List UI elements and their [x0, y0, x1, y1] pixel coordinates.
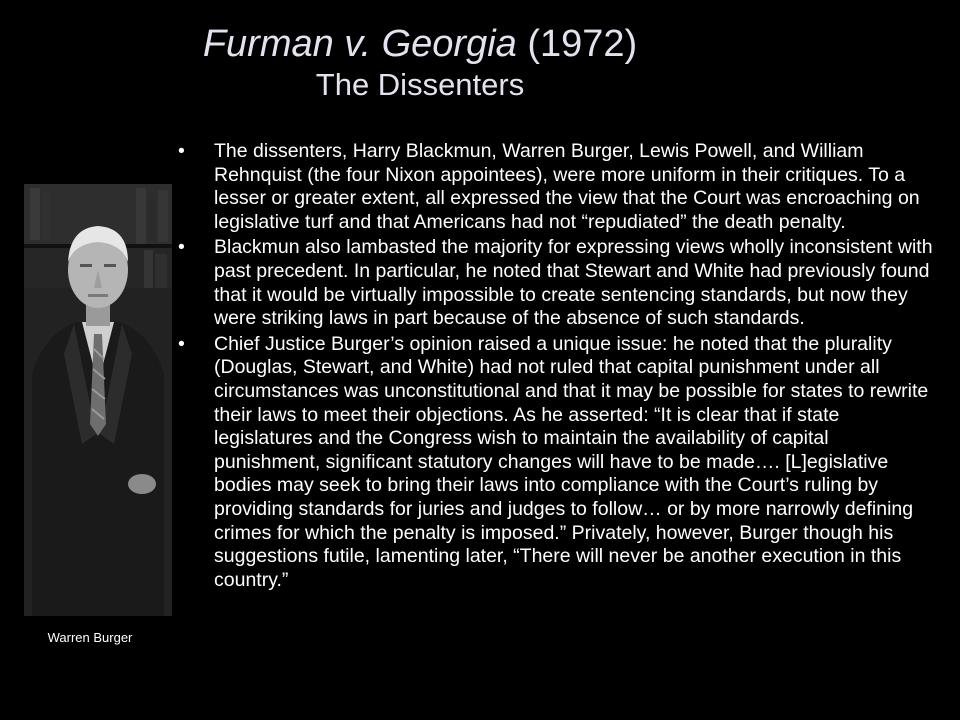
- bullet-marker: •: [178, 332, 185, 355]
- title-main: [0, 22, 840, 66]
- bullet-text: The dissenters, Harry Blackmun, Warren Burger, Lewis Powell, and William Rehnquist (the four Nixon appointees), were more uniform in their critiques. To a lesser or greater extent, all expressed the view that the Court was encroaching on legislative turf and that Americans had not “repudiated” the death penalty.: [214, 140, 920, 233]
- bullet-text: Blackmun also lambasted the majority for expressing views wholly inconsistent with past precedent. In particular, he noted that Stewart and White had previously found that it would be virtually impossible to create sentencing standards, but now they were striking laws in part because of the absence of such standards.: [214, 236, 933, 330]
- portrait-photo: [24, 184, 172, 616]
- title-year: (1972): [527, 23, 638, 65]
- slide-title: [0, 22, 840, 104]
- bullet-marker: •: [178, 236, 185, 259]
- title-subtitle: The Dissenters: [315, 67, 525, 102]
- bullet-marker: •: [178, 140, 185, 162]
- bullet-list: [178, 140, 938, 594]
- bullet-text: Chief Justice Burger’s opinion raised a unique issue: he noted that the plurality (Douglas, Stewart, and White) had not ruled that capital punishment under all circumstances was unconstitutional and that it may be possible for states to rewrite their laws to meet their objections. As he asserted: “It is clear that if state legislatures and the Congress wish to maintain the availability of capital punishment, significant statutory changes will have to be made…. [L]egislative bodies may seek to bring their laws into compliance with the Court’s ruling by providing standards for juries and judges to follow… or by more narrowly defining crimes for which the penalty is imposed.” Privately, however, Burger though his suggestions futile, lamenting later, “There will never be another execution in this country.”: [214, 332, 929, 591]
- bullet-item: [178, 140, 938, 234]
- bullet-item: [178, 333, 938, 593]
- bullet-item: [178, 236, 938, 330]
- photo-caption: Warren Burger: [47, 630, 133, 645]
- title-case-name: Furman v. Georgia: [202, 23, 517, 65]
